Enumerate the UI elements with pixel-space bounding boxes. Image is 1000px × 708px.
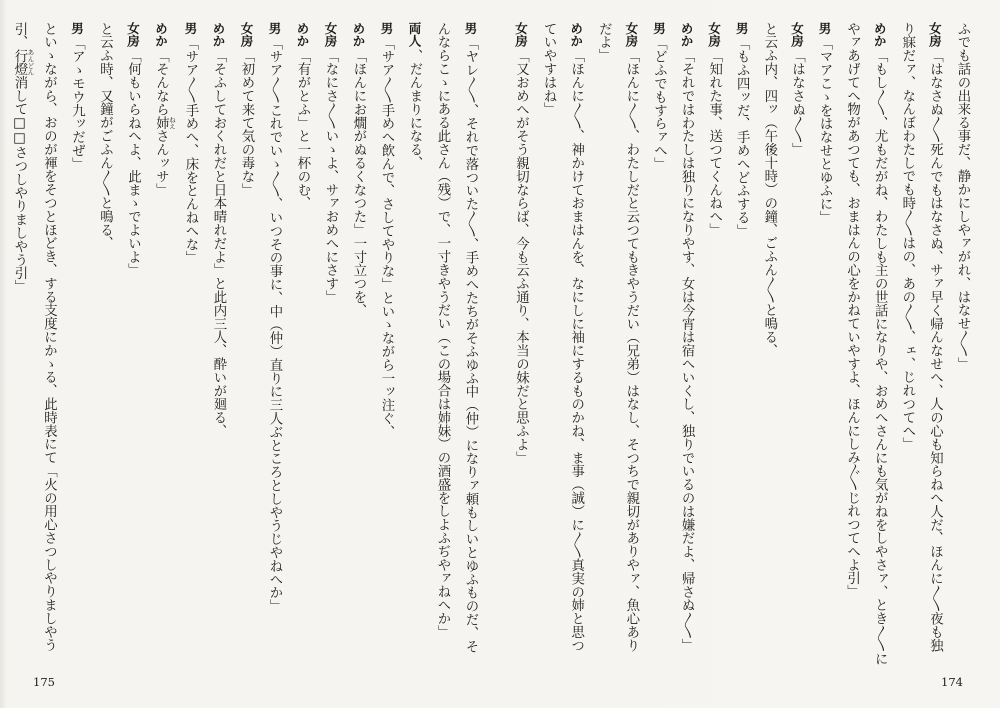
vertical-text-block (8, 22, 484, 672)
line-text: 「サア〳〵これでいゝ〳〵、いつその事に、中（仲）直りに三人ぶところとしやうじやねへか」 (267, 36, 282, 613)
text-column (728, 22, 756, 672)
speaker-label: 女房 (789, 22, 805, 47)
line-text: 「ヤレ〳〵、それで落ついた〳〵、手めへたちがそふゆふ中（仲）になりァ頼もしいとゆふものだ、そ (463, 36, 478, 653)
text-column (893, 22, 921, 672)
speaker-label: めか (679, 22, 695, 47)
text-column (590, 22, 618, 672)
text-column (562, 22, 590, 672)
speaker-label: 男 (69, 22, 85, 35)
text-column (372, 22, 400, 672)
text-column (810, 22, 838, 672)
speaker-label: 女房 (323, 22, 338, 47)
line-text: と云ふ時、又鐘がごふん〳〵と鳴る、 (97, 22, 113, 250)
speaker-label: 女房 (706, 22, 722, 47)
speaker-label: めか (351, 22, 366, 47)
line-text: 「そふしておくれだと日本晴れだよ」と此内三人、酔いが廻る、 (211, 49, 226, 438)
text-column (119, 22, 147, 672)
text-column (866, 22, 894, 672)
text-column (400, 22, 428, 672)
text-column (645, 22, 673, 672)
speaker-label: 男 (183, 22, 198, 35)
speaker-label: めか (211, 22, 226, 47)
text-column (5, 22, 35, 672)
text-column (344, 22, 372, 672)
line-text: だよ」 (596, 22, 612, 63)
text-column (672, 22, 700, 672)
line-text: 、だんまりになる、 (407, 49, 422, 170)
vertical-text-block (507, 22, 976, 672)
line-text: 「はなさぬ〳〵」 (789, 49, 805, 157)
ruby-reading: あんどん (26, 48, 35, 76)
line-text: 消して□□さつしやりましやう引」 (12, 75, 27, 294)
line-text: 「ほんにお燗がぬるくなつた」一寸立つを、 (351, 49, 366, 317)
line-text: 「それではわたしは独りになりやす、女は今宵は宿へいくし、独りでいるのは嫌だよ、帰さぬ〳〵」 (679, 49, 695, 652)
speaker-label: めか (153, 22, 169, 47)
text-column (316, 22, 344, 672)
line-text: やァあげてへ物があつても、おまはんの心をかねていやすよ、ほんにしみ〴〵じれつてへよ引」 (844, 22, 860, 599)
speaker-label: 女房 (239, 22, 254, 47)
text-column (204, 22, 232, 672)
page-number: 175 (33, 675, 55, 689)
text-column (948, 22, 976, 672)
speaker-label: 男 (817, 22, 833, 35)
line-text: 「ほんに〳〵、神かけておまはんを、なにしに袖にするものかね、ま事（誠）に〳〵真実の姉と思つ (568, 49, 584, 652)
line-text: んならこゝにある此さん（残）で、一寸きやうだい（この場合は姉妹）の酒盛をしよふぢやァねへか」 (435, 22, 450, 639)
text-column (260, 22, 288, 672)
text-column (617, 22, 645, 672)
ruby-base: 行燈 (12, 48, 27, 76)
speaker-label: 男 (734, 22, 750, 35)
text-column (838, 22, 866, 672)
speaker-label: 男 (267, 22, 282, 35)
line-text: 「なにさ〳〵いゝよ、サァおめへにさす」 (323, 49, 338, 304)
speaker-label: めか (295, 22, 310, 47)
speaker-label: 女房 (623, 22, 639, 47)
text-column (232, 22, 260, 672)
text-column (288, 22, 316, 672)
line-text: 「サア〳〵手めへ、床をとんねへな」 (183, 36, 198, 265)
line-text: ていやすはね」 (541, 22, 557, 116)
text-column (700, 22, 728, 672)
speaker-label: 両人 (407, 22, 422, 47)
ruby-annotation (12, 48, 35, 76)
line-text: 「アゝモウ九ッだぜ」 (69, 36, 85, 171)
ruby-base: 姉 (153, 116, 169, 130)
text-column (507, 22, 535, 672)
line-text: さんッサ」 (153, 129, 169, 197)
line-text: 「知れた事、送つてくんねへ」 (706, 49, 722, 237)
line-text: 「何もいらねへよ、此まゝでよいよ」 (125, 49, 141, 277)
page-174 (500, 0, 1000, 708)
text-column (428, 22, 456, 672)
speaker-label: 男 (651, 22, 667, 35)
speaker-label: 男 (463, 22, 478, 35)
text-column (176, 22, 204, 672)
text-column (783, 22, 811, 672)
line-text: といゝながら、おのが褌をそつとほどき、する支度にかゝる、此時表にて「火の用心さつしやりましやう (41, 22, 57, 652)
line-text: 引、 (12, 22, 27, 49)
text-column (755, 22, 783, 672)
line-text: 「ほんに〳〵、わたしだと云つてもきやうだい（兄弟）はなし、そつちで親切がありやァ、魚心あり (623, 49, 639, 652)
text-column (35, 22, 63, 672)
ruby-reading: ねえ (168, 116, 176, 130)
text-column (921, 22, 949, 672)
text-column (91, 22, 119, 672)
page-number: 174 (941, 675, 963, 689)
line-text: 「又おめへがそう親切ならば、今も云ふ通り、本当の妹だと思ふよ」 (513, 49, 529, 465)
text-column (535, 22, 563, 672)
text-column (63, 22, 91, 672)
line-text: 「もし〳〵、尤もだがね、わたしも主の世話になりや、おめへさんにも気がねをしやさァ、とき〳〵に (872, 49, 888, 666)
ruby-annotation (153, 116, 176, 130)
line-text: 「どふでもすらァへ」 (651, 36, 667, 171)
line-text: 「そんなら (153, 49, 169, 116)
speaker-label: 男 (379, 22, 394, 35)
speaker-label: 女房 (513, 22, 529, 47)
text-column (147, 22, 177, 672)
speaker-label: めか (568, 22, 584, 47)
line-text: ふでも話の出来る事だ、静かにしやァがれ、はなせ〳〵」 (955, 22, 970, 371)
line-text: 「有がとふ」と一杯のむ、 (295, 49, 310, 210)
line-text: り寐だァ、なんぼわたしでも時〳〵はの、あの〳〵、ェ、じれつてへ」 (899, 22, 915, 451)
speaker-label: めか (872, 22, 888, 47)
line-text: 「マアこゝをはなせとゆふに」 (817, 36, 833, 225)
speaker-label: 女房 (927, 22, 943, 47)
speaker-label: 女房 (125, 22, 141, 47)
line-text: と云ふ内、四ッ（午後十時）の鐘、ごふん〳〵と鳴る、 (761, 22, 777, 357)
line-text: 「もふ四ッだ、手めへどふする」 (734, 36, 750, 238)
line-text: 「初めて来て気の毒な」 (239, 49, 254, 197)
line-text: 「はなさぬ〳〵死んでもはなさぬ、サァ早く帰んなせへ、人の心も知らねへ人だ、ほんに〳〵夜も独 (927, 49, 943, 652)
line-text: 「サア〳〵手めへ飲んで、さしてやりな」といゝながら一ッ注ぐ、 (379, 36, 394, 439)
text-column (456, 22, 484, 672)
